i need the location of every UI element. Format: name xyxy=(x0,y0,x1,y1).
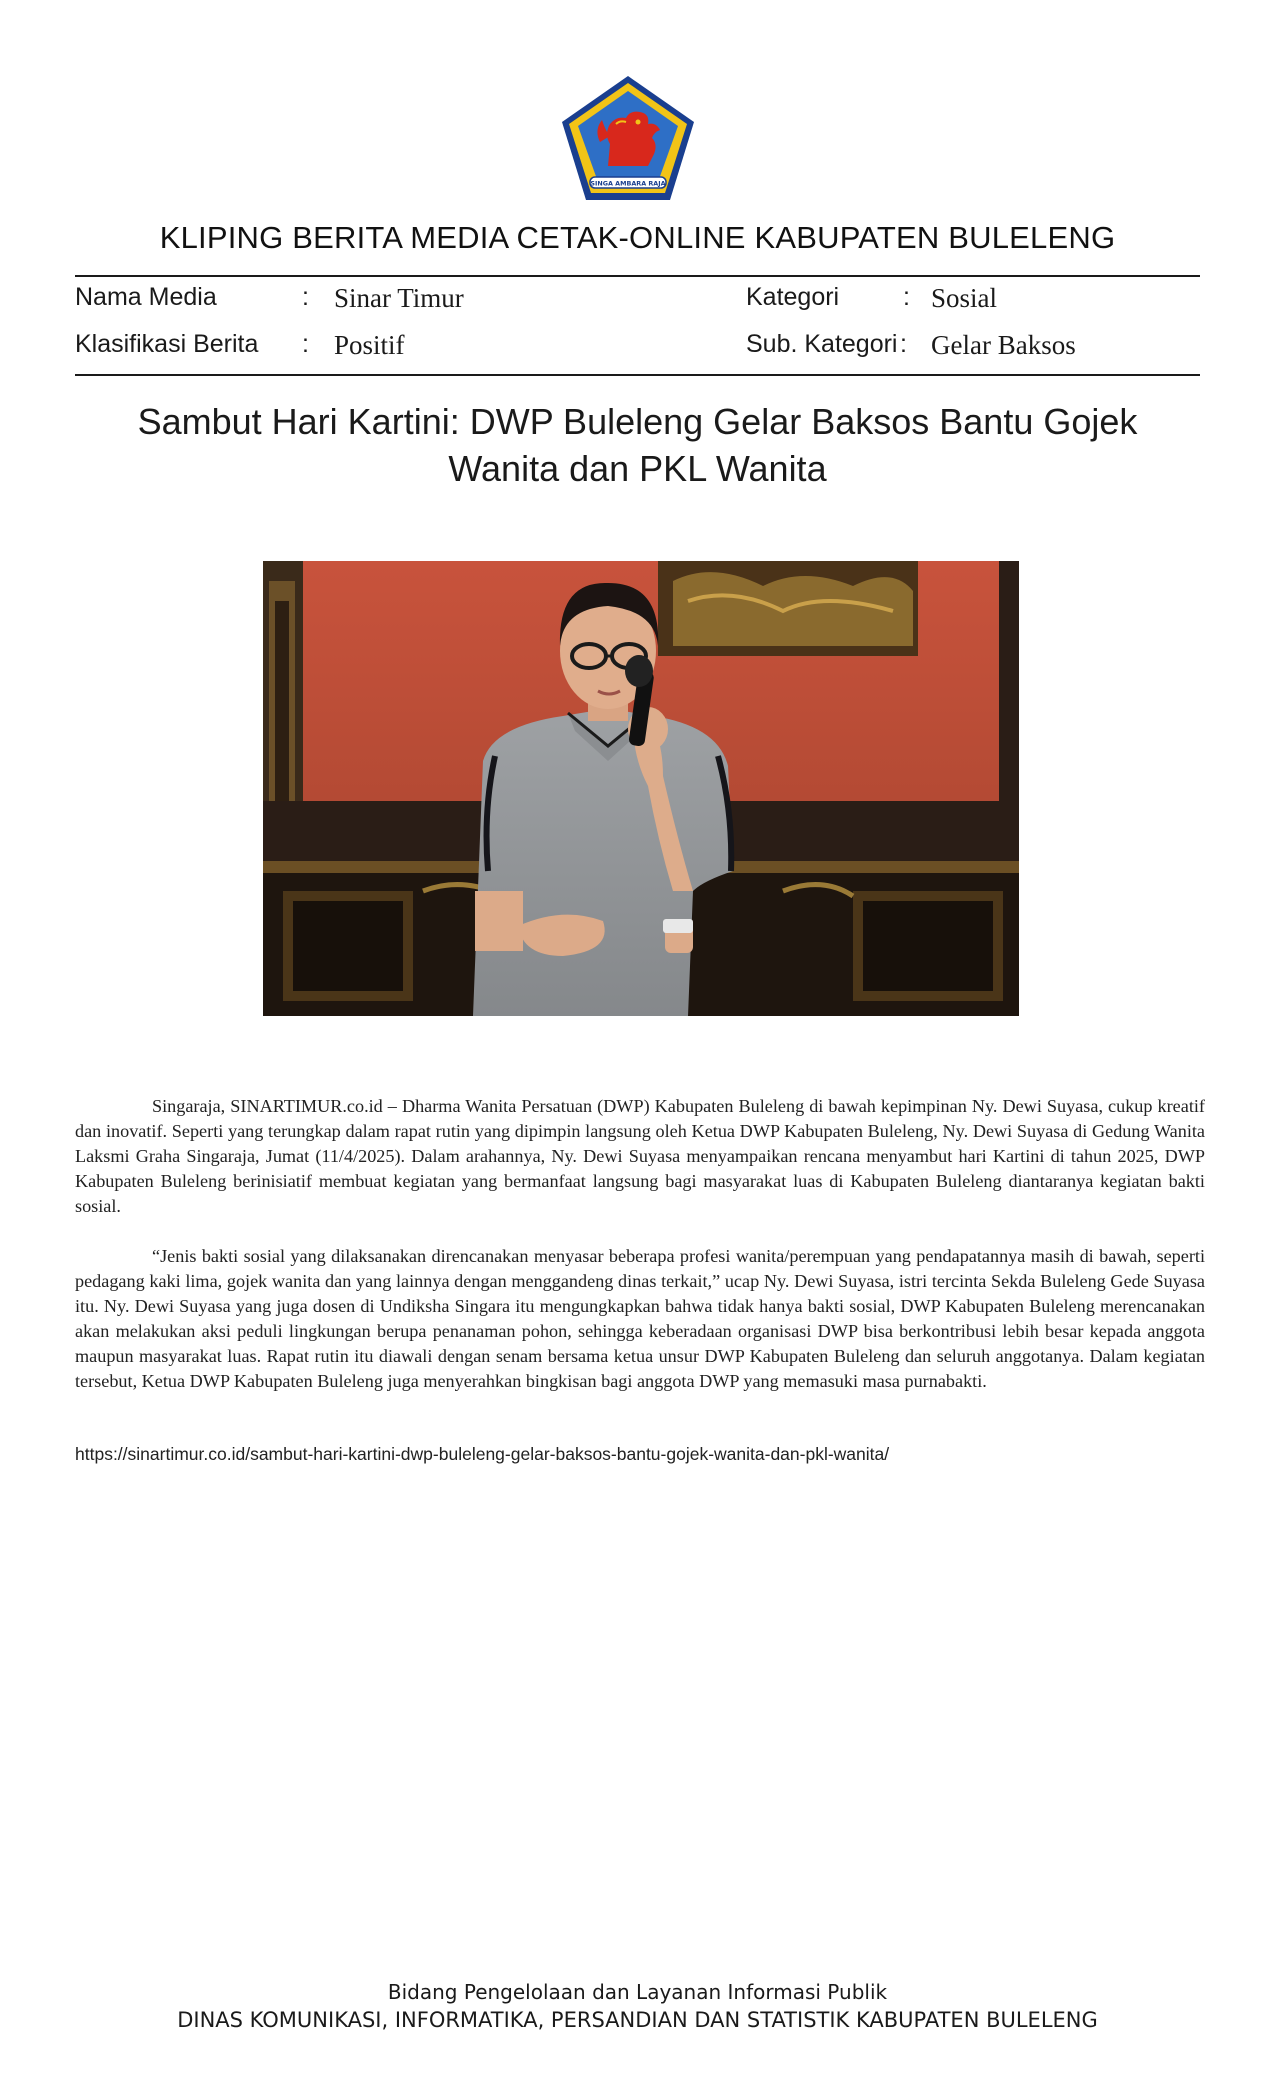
media-colon: : xyxy=(302,283,309,311)
header-divider-top xyxy=(75,275,1200,277)
klasifikasi-label: Klasifikasi Berita xyxy=(75,330,259,358)
article-paragraph: Singaraja, SINARTIMUR.co.id – Dharma Wanita Persatuan (DWP) Kabupaten Buleleng di bawah kepimpinan Ny. Dewi Suyasa, cukup kreatif dan inovatif. Seperti yang terungkap dalam rapat rutin yang dipimpin langsung oleh Ketua DWP Kabupaten Buleleng, Ny. Dewi Suyasa di Gedung Wanita Laksmi Graha Singaraja, Jumat (11/4/2025). Dalam arahannya, Ny. Dewi Suyasa menyampaikan rencana menyambut hari Kartini di tahun 2025, DWP Kabupaten Buleleng berinisiatif membuat kegiatan yang bermanfaat langsung bagi masyarakat luas di Kabupaten Buleleng diantaranya kegiatan bakti sosial. xyxy=(75,1096,1205,1216)
article-photo xyxy=(263,561,1019,1016)
media-value: Sinar Timur xyxy=(334,283,464,313)
footer-agency: DINAS KOMUNIKASI, INFORMATIKA, PERSANDIAN DAN STATISTIK KABUPATEN BULELENG xyxy=(177,2008,1098,2032)
klasifikasi-value: Positif xyxy=(334,330,405,360)
article-title: Sambut Hari Kartini: DWP Buleleng Gelar Baksos Bantu Gojek Wanita dan PKL Wanita xyxy=(137,401,1138,489)
kategori-value: Sosial xyxy=(931,283,998,313)
article-body xyxy=(75,1094,1205,1419)
subkategori-colon: : xyxy=(900,330,907,358)
klasifikasi-colon: : xyxy=(302,330,309,358)
source-link[interactable]: https://sinartimur.co.id/sambut-hari-kartini-dwp-buleleng-gelar-baksos-bantu-gojek-wanita-dan-pkl-wanita/ xyxy=(75,1444,890,1464)
kategori-colon: : xyxy=(903,283,910,311)
article-paragraph: “Jenis bakti sosial yang dilaksanakan direncanakan menyasar beberapa profesi wanita/perempuan yang pendapatannya masih di bawah, seperti pedagang kaki lima, gojek wanita dan yang lainnya dengan menggandeng dinas terkait,” ucap Ny. Dewi Suyasa, istri tercinta Sekda Buleleng Gede Suyasa itu. Ny. Dewi Suyasa yang juga dosen di Undiksha Singara itu mengungkapkan bahwa tidak hanya bakti sosial, DWP Kabupaten Buleleng merencanakan akan melakukan aksi peduli lingkungan berupa penanaman pohon, sehingga keberadaan organisasi DWP bisa berkontribusi lebih besar kepada anggota maupun masyarakat luas. Rapat rutin itu diawali dengan senam bersama ketua unsur DWP Kabupaten Buleleng dan seluruh anggotanya. Dalam kegiatan tersebut, Ketua DWP Kabupaten Buleleng juga menyerahkan bingkisan bagi anggota DWP yang memasuki masa purnabakti. xyxy=(75,1246,1205,1391)
buleleng-regency-logo xyxy=(560,74,696,202)
header-divider-bottom xyxy=(75,374,1200,376)
clipping-header-title: KLIPING BERITA MEDIA CETAK-ONLINE KABUPATEN BULELENG xyxy=(159,220,1116,255)
footer-department: Bidang Pengelolaan dan Layanan Informasi Publik xyxy=(387,1980,888,2004)
logo-motto: SINGA AMBARA RAJA xyxy=(590,179,666,188)
subkategori-value: Gelar Baksos xyxy=(931,330,1076,360)
subkategori-label: Sub. Kategori xyxy=(746,330,898,358)
kategori-label: Kategori xyxy=(746,283,840,311)
media-label: Nama Media xyxy=(75,283,217,311)
